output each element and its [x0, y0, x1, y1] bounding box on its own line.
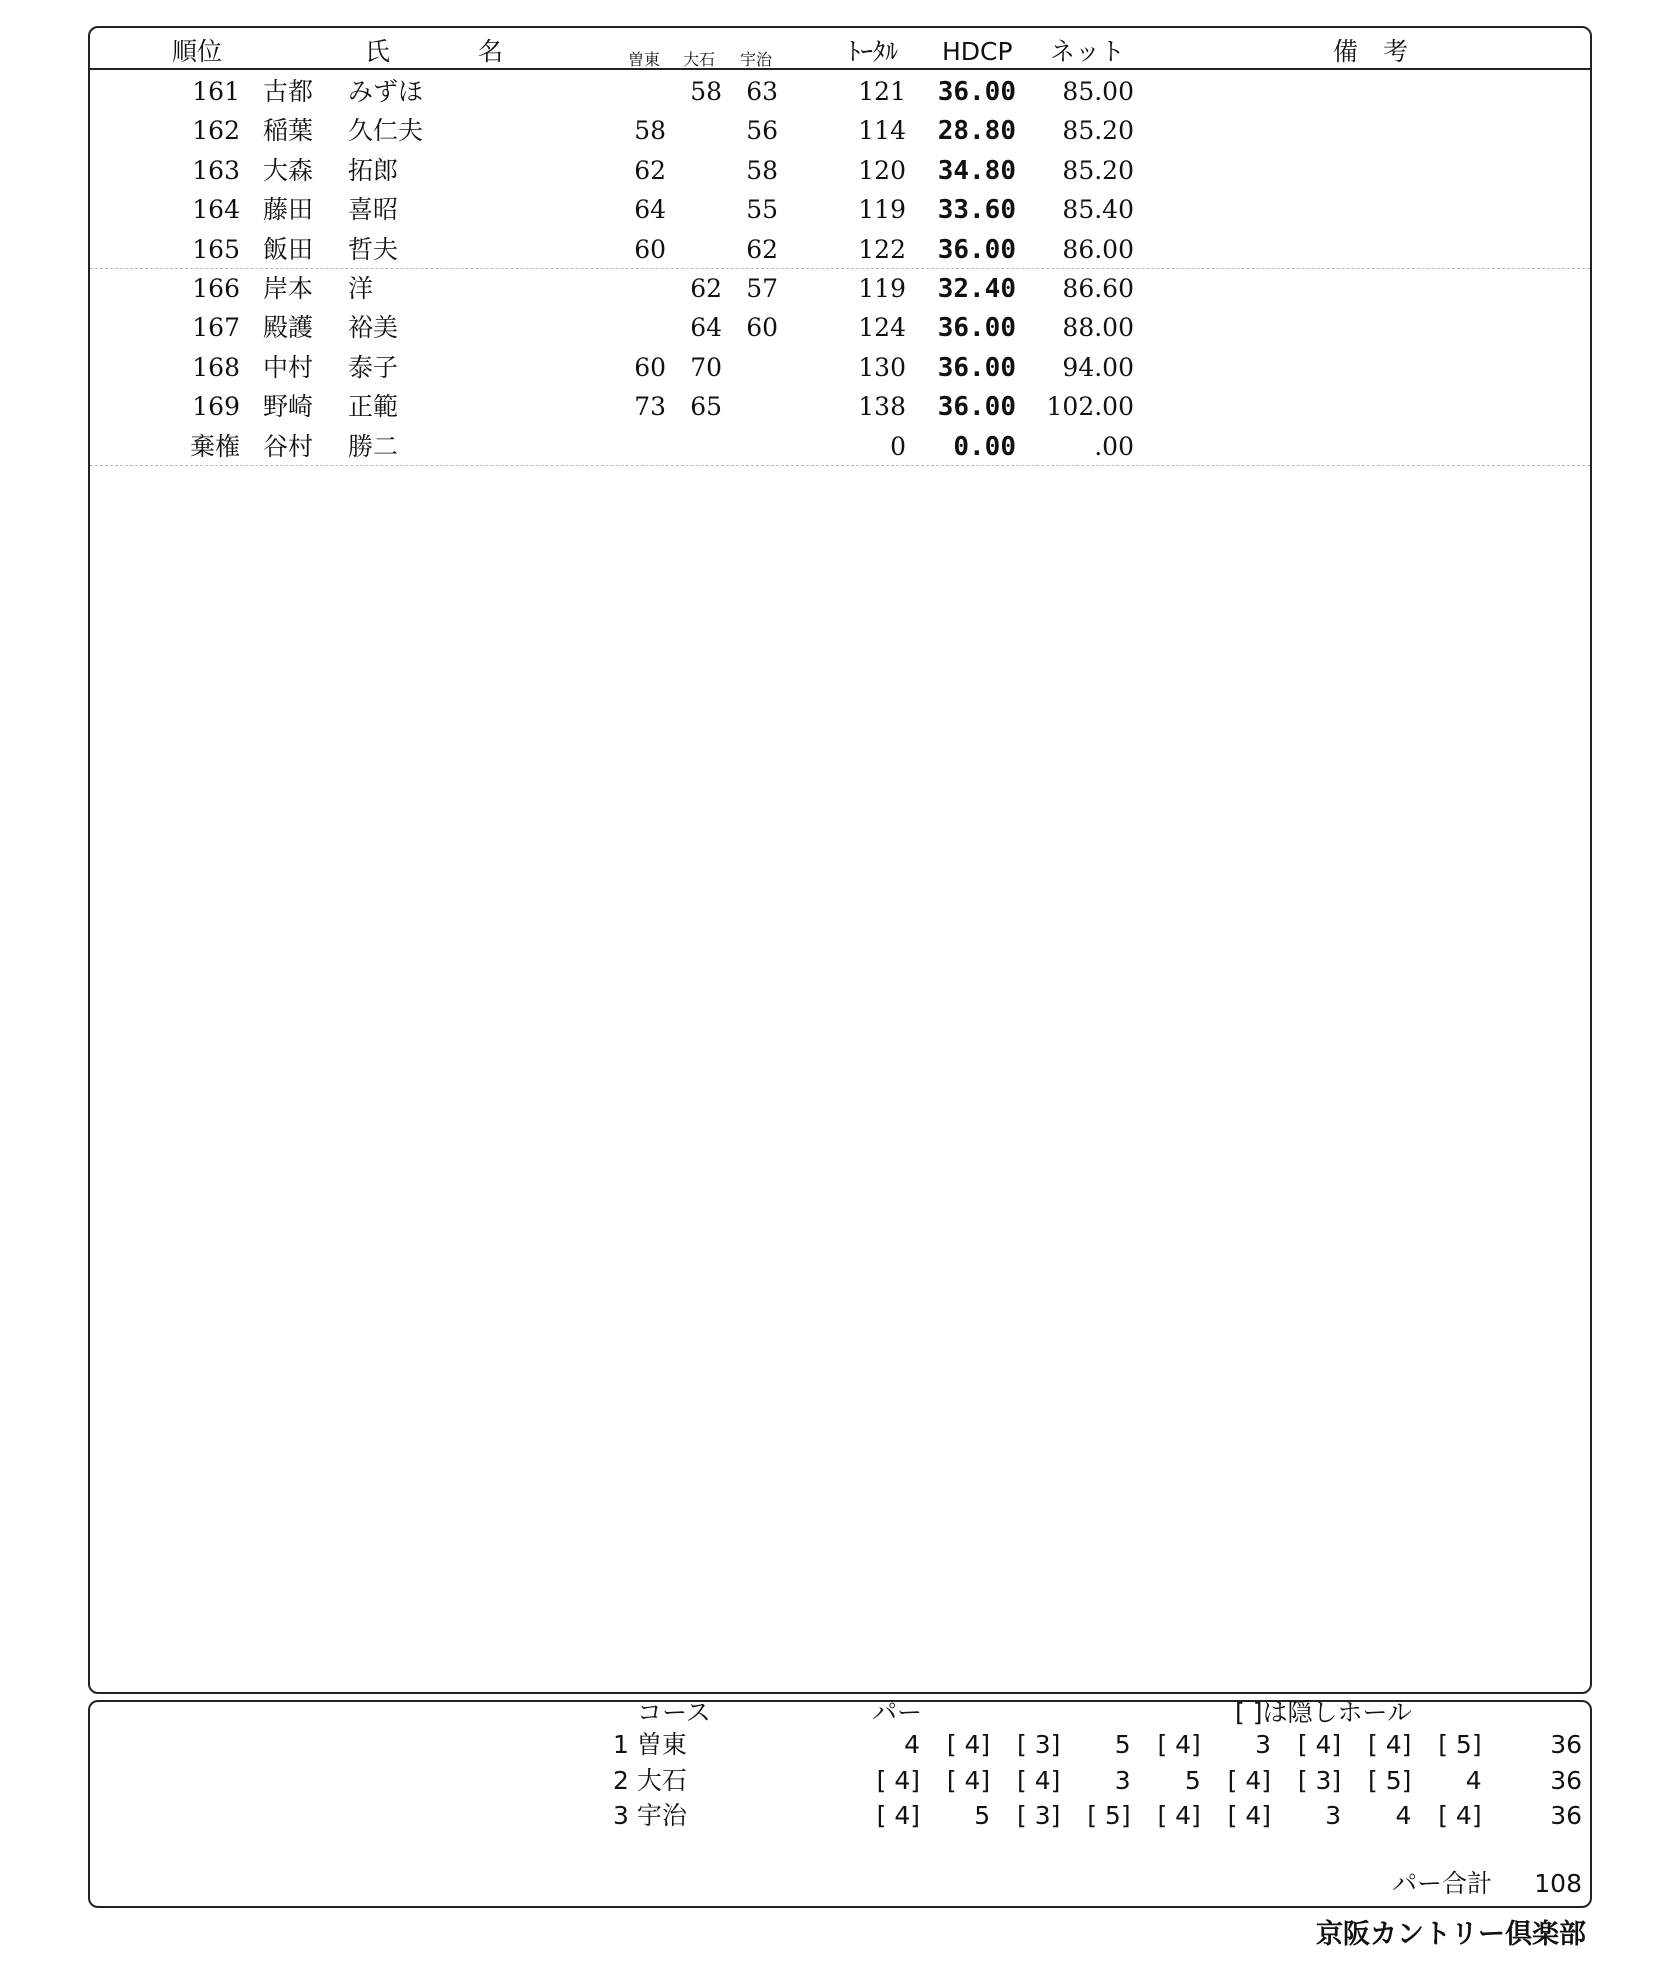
cell-total: 138 — [858, 392, 906, 422]
cell-hdcp: 36.00 — [937, 313, 1016, 344]
cell-score-course-2: 58 — [690, 77, 722, 106]
cell-surname: 古都 — [263, 77, 314, 106]
course-name: 1 曽東 — [613, 1730, 687, 1759]
cell-hdcp: 34.80 — [937, 155, 1016, 186]
cell-given-name: 久仁夫 — [348, 116, 424, 146]
cell-net: 94.00 — [1062, 352, 1134, 382]
cell-given-name: みずほ — [348, 77, 424, 106]
cell-total: 119 — [858, 274, 906, 303]
cell-rank: 169 — [192, 392, 240, 422]
header-name-2: 名 — [478, 37, 504, 66]
cell-hdcp: 28.80 — [937, 116, 1016, 147]
cell-total: 119 — [858, 195, 906, 225]
course-name: 2 大石 — [613, 1765, 687, 1795]
cell-surname: 飯田 — [263, 234, 314, 264]
cell-net: 85.00 — [1062, 77, 1134, 106]
cell-score-course-1: 62 — [634, 155, 666, 185]
cell-score-course-3: 63 — [746, 77, 778, 106]
cell-given-name: 喜昭 — [348, 195, 399, 225]
cell-rank: 166 — [192, 274, 240, 303]
hole-par: [ 4] — [1227, 1801, 1271, 1830]
course-label: コース — [637, 1698, 711, 1727]
cell-score-course-2: 62 — [690, 274, 722, 303]
cell-net: 102.00 — [1046, 392, 1134, 422]
hole-par: [ 4] — [1017, 1765, 1061, 1795]
course-name: 3 宇治 — [613, 1801, 687, 1830]
header-rule — [88, 68, 1592, 70]
hole-par: [ 4] — [876, 1801, 920, 1830]
group-divider — [90, 465, 1590, 466]
header-remarks: 備 考 — [1333, 37, 1409, 66]
cell-surname: 大森 — [263, 155, 314, 185]
hole-par: [ 4] — [1297, 1730, 1342, 1759]
hole-par: 3 — [1255, 1730, 1271, 1759]
hole-par: [ 3] — [1017, 1801, 1061, 1830]
cell-surname: 野崎 — [263, 392, 314, 422]
cell-score-course-2: 65 — [690, 392, 722, 422]
cell-surname: 中村 — [263, 352, 314, 382]
cell-net: 85.20 — [1062, 116, 1134, 146]
hole-par: 5 — [1114, 1730, 1131, 1759]
course-par-total: 36 — [1550, 1801, 1582, 1830]
cell-total: 124 — [858, 313, 906, 343]
cell-rank: 163 — [192, 155, 240, 185]
cell-given-name: 裕美 — [348, 313, 399, 343]
cell-score-course-3: 56 — [746, 116, 778, 146]
cell-given-name: 正範 — [348, 392, 399, 422]
cell-rank: 167 — [192, 313, 240, 343]
hole-par: [ 3] — [1297, 1765, 1342, 1795]
cell-surname: 藤田 — [263, 195, 314, 225]
cell-score-course-2: 64 — [690, 313, 722, 343]
hole-par: [ 4] — [946, 1730, 991, 1759]
header-net: ネット — [1050, 37, 1126, 66]
cell-score-course-1: 58 — [634, 116, 666, 146]
hole-par: [ 4] — [876, 1765, 920, 1795]
cell-net: 88.00 — [1062, 313, 1134, 343]
cell-hdcp: 36.00 — [937, 77, 1016, 107]
cell-net: 85.20 — [1062, 155, 1134, 185]
hole-par: [ 5] — [1368, 1765, 1412, 1795]
course-par-total: 36 — [1550, 1730, 1582, 1759]
cell-surname: 谷村 — [263, 431, 314, 461]
header-course-1: 曽東 — [628, 50, 661, 69]
hole-par: [ 5] — [1087, 1801, 1131, 1830]
hole-par: [ 4] — [1438, 1801, 1482, 1830]
hole-par: [ 4] — [1227, 1765, 1271, 1795]
header-hdcp: HDCP — [942, 37, 1013, 66]
cell-total: 114 — [858, 116, 906, 146]
cell-hdcp: 32.40 — [937, 274, 1016, 304]
cell-score-course-3: 60 — [746, 313, 778, 343]
cell-hdcp: 36.00 — [937, 392, 1016, 423]
hole-par: 3 — [1114, 1765, 1131, 1795]
header-course-2: 大石 — [683, 50, 716, 69]
hole-par: [ 4] — [1368, 1730, 1412, 1759]
cell-rank: 168 — [192, 352, 240, 382]
cell-rank: 165 — [192, 234, 240, 264]
header-total: ﾄｰﾀﾙ — [848, 37, 899, 66]
cell-surname: 岸本 — [263, 274, 314, 303]
course-par-total: 36 — [1550, 1765, 1582, 1795]
cell-surname: 殿護 — [263, 313, 314, 343]
cell-net: 86.00 — [1062, 234, 1134, 264]
cell-score-course-1: 60 — [634, 234, 666, 264]
header-course-3: 宇治 — [740, 50, 773, 69]
cell-score-course-3: 57 — [746, 274, 778, 303]
cell-net: 85.40 — [1062, 195, 1134, 225]
hole-par: 4 — [1465, 1765, 1482, 1795]
cell-score-course-1: 60 — [634, 352, 666, 382]
cell-given-name: 哲夫 — [348, 234, 399, 264]
cell-score-course-1: 64 — [634, 195, 666, 225]
cell-score-course-3: 62 — [746, 234, 778, 264]
par-total-label: パー合計 — [1392, 1869, 1493, 1898]
cell-score-course-3: 55 — [746, 195, 778, 225]
cell-score-course-3: 58 — [746, 155, 778, 185]
hole-par: 5 — [1184, 1765, 1201, 1795]
hole-par: 5 — [974, 1801, 991, 1830]
cell-total: 120 — [858, 155, 906, 185]
cell-given-name: 勝二 — [348, 431, 399, 461]
par-total-value: 108 — [1534, 1869, 1582, 1898]
cell-surname: 稲葉 — [263, 116, 314, 146]
cell-rank: 棄権 — [189, 431, 240, 461]
hidden-hole-note: [ ]は隠しホール — [1235, 1698, 1412, 1727]
cell-given-name: 拓郎 — [348, 155, 399, 185]
cell-rank: 162 — [192, 116, 240, 146]
hole-par: 4 — [1395, 1801, 1412, 1830]
cell-score-course-2: 70 — [690, 352, 722, 382]
cell-total: 130 — [858, 352, 906, 382]
cell-given-name: 洋 — [348, 274, 374, 303]
hole-par: [ 4] — [1157, 1730, 1201, 1759]
hole-par: 4 — [904, 1730, 920, 1759]
cell-total: 121 — [858, 77, 906, 106]
club-name: 京阪カントリー倶楽部 — [1316, 1919, 1586, 1950]
hole-par: [ 4] — [946, 1765, 991, 1795]
cell-net: .00 — [1094, 431, 1134, 461]
par-label: パー — [872, 1698, 923, 1727]
cell-total: 122 — [858, 234, 906, 264]
group-divider — [90, 268, 1590, 269]
hole-par: 3 — [1325, 1801, 1342, 1830]
cell-hdcp: 36.00 — [937, 234, 1016, 265]
hole-par: [ 5] — [1438, 1730, 1482, 1759]
cell-hdcp: 36.00 — [937, 352, 1016, 383]
cell-rank: 161 — [192, 77, 240, 106]
cell-given-name: 泰子 — [348, 352, 399, 382]
header-name-1: 氏 — [365, 37, 391, 66]
cell-hdcp: 0.00 — [953, 431, 1016, 462]
cell-hdcp: 33.60 — [937, 195, 1016, 226]
cell-total: 0 — [890, 431, 906, 461]
cell-net: 86.60 — [1062, 274, 1134, 303]
cell-score-course-1: 73 — [634, 392, 666, 422]
cell-rank: 164 — [192, 195, 240, 225]
hole-par: [ 4] — [1157, 1801, 1201, 1830]
header-rank: 順位 — [172, 37, 223, 66]
hole-par: [ 3] — [1017, 1730, 1061, 1759]
